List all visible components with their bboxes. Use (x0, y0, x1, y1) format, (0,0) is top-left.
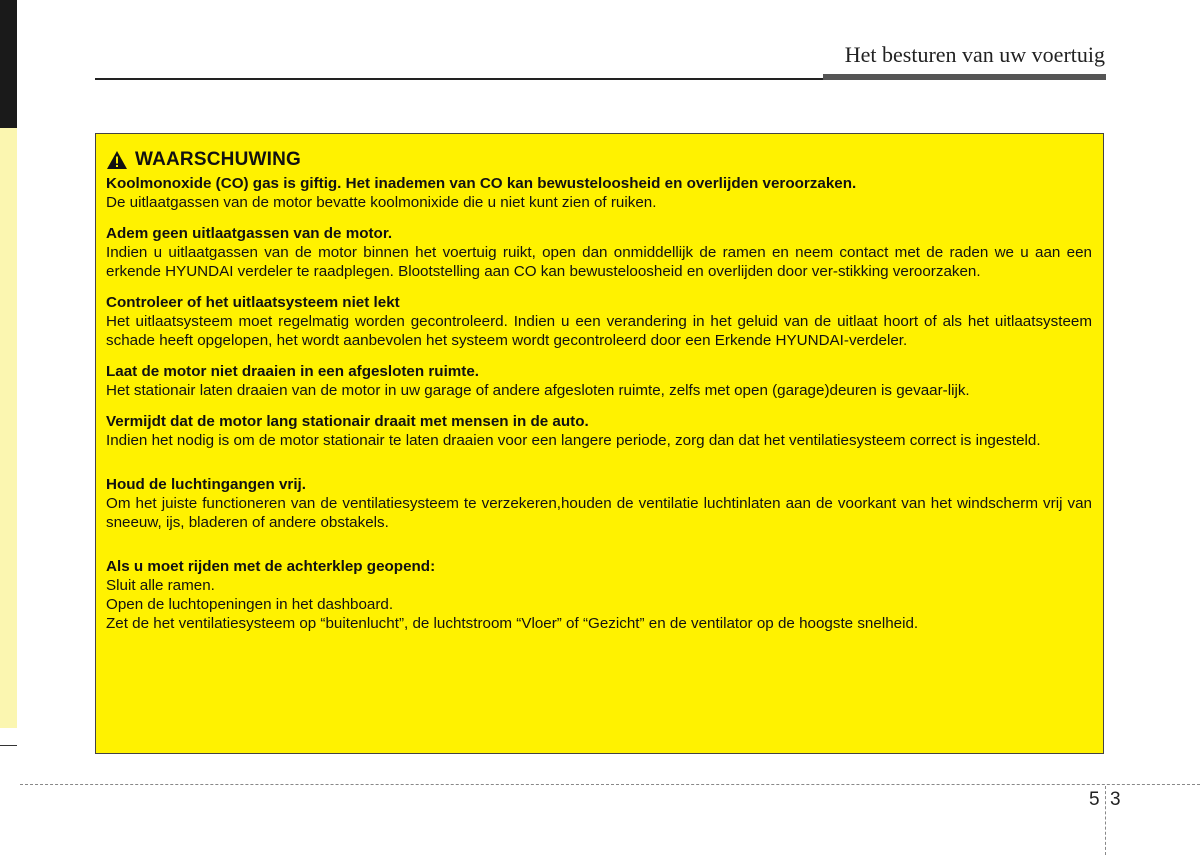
warning-title: WAARSCHUWING (135, 149, 301, 170)
header-rule (95, 78, 823, 80)
section-title: Houd de luchtingangen vrij. (106, 476, 306, 493)
section-title: Als u moet rijden met de achterklep geopend: (106, 558, 436, 575)
section-line: Sluit alle ramen. (106, 577, 215, 594)
section-air-intakes (106, 475, 1092, 532)
side-tab-divider (0, 745, 17, 746)
section-title: Controleer of het uitlaatsysteem niet lekt (106, 294, 400, 311)
section-text: Indien u uitlaatgassen van de motor binnen het voertuig ruikt, open dan onmiddellijk de ramen en neem contact met de raden we u aan een erkende HYUNDAI verdeler te raadplegen. Blootstelling aan CO kan bewusteloosheid en overlijden door ver-stikking veroorzaken. (106, 244, 1092, 280)
section-exhaust-leak (106, 293, 1092, 350)
side-tab-yellow (0, 128, 17, 728)
warning-box (95, 133, 1104, 754)
warning-intro (106, 174, 1092, 212)
warning-triangle-icon (106, 150, 128, 170)
footer-dashed-rule (20, 784, 1200, 785)
section-line: Zet de het ventilatiesysteem op “buitenlucht”, de luchtstroom “Vloer” of “Gezicht” en de ventilator op de hoogste snelheid. (106, 615, 919, 632)
section-line: Open de luchtopeningen in het dashboard. (106, 596, 394, 613)
page-number-separator (1105, 786, 1106, 855)
page-number: 3 (1110, 789, 1121, 810)
section-tailgate-open (106, 557, 1092, 633)
section-title: Laat de motor niet draaien in een afgesloten ruimte. (106, 363, 480, 380)
chapter-title: Het besturen van uw voertuig (844, 42, 1105, 67)
chapter-number: 5 (1089, 789, 1100, 810)
side-tab-dark (0, 0, 17, 128)
section-idling (106, 412, 1092, 450)
section-title: Adem geen uitlaatgassen van de motor. (106, 225, 393, 242)
section-exhaust-gases (106, 224, 1092, 281)
intro-text: De uitlaatgassen van de motor bevatte koolmonixide die u niet kunt zien of ruiken. (106, 194, 657, 211)
header-rule-accent (823, 74, 1106, 80)
section-text: Het stationair laten draaien van de motor in uw garage of andere afgesloten ruimte, zelfs met open (garage)deuren is gevaar-lijk. (106, 382, 970, 399)
section-text: Indien het nodig is om de motor stationair te laten draaien voor een langere periode, zorg dan dat het ventilatiesysteem correct is ingesteld. (106, 432, 1041, 449)
section-text: Om het juiste functioneren van de ventilatiesysteem te verzekeren,houden de ventilatie luchtinlaten aan de voorkant van het windscherm vrij van sneeuw, ijs, bladeren of andere obstakels. (106, 495, 1092, 531)
section-title: Vermijdt dat de motor lang stationair draait met mensen in de auto. (106, 413, 589, 430)
intro-bold-text: Koolmonoxide (CO) gas is giftig. Het inademen van CO kan bewusteloosheid en overlijden veroorzaken. (106, 175, 857, 192)
section-closed-space (106, 362, 1092, 400)
section-text: Het uitlaatsysteem moet regelmatig worden gecontroleerd. Indien u een verandering in het geluid van de uitlaat hoort of als het uitlaatsysteem schade heeft opgelopen, het wordt aanbevolen het systeem wordt gecontroleerd door een Erkende HYUNDAI-verdeler. (106, 313, 1092, 349)
warning-heading (106, 146, 1092, 174)
